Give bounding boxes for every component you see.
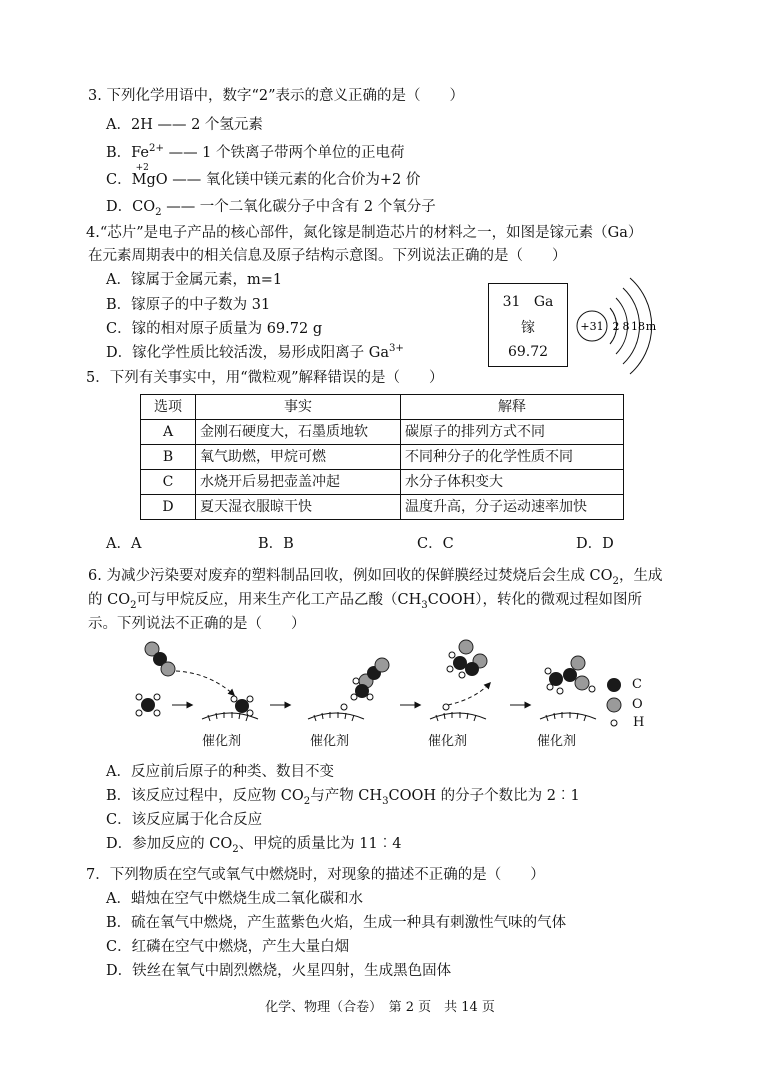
q6-option-b: B．该反应过程中，反应物 $CO_2$与产物 $CH_3COOH$ 的分子个数比为 2︰1 [106,788,580,807]
legend-oxygen-swatch [607,698,621,712]
q6-option-a: A．反应前后原子的种类、数目不变 [106,764,334,780]
q4-stem-line1: 4.“芯片”是电子产品的核心部件，氮化镓是制造芯片的材料之一，如图是镓元素（Ga） [86,225,643,241]
shell-1-electrons: 2 [612,320,620,333]
q5-choice-d: D．D [576,536,614,552]
q6-option-c: C．该反应属于化合反应 [106,812,263,828]
catalyst-label: 催化剂 [310,734,350,749]
q6-stem-line3: 示。下列说法不正确的是（ ） [88,616,306,632]
atomic-mass: 69.72 [507,344,549,360]
table-cell: 不同种分子的化学性质不同 [401,445,624,470]
page-footer: 化学、物理（合卷） 第 2 页 共 14 页 [265,1000,495,1015]
dashed-arrow [448,683,490,705]
table-cell: 夏天湿衣服晾干快 [196,495,401,520]
intermediate-molecule [341,658,389,710]
q4-option-b: B．镓原子的中子数为 31 [106,297,271,313]
shell-2-electrons: 8 [622,320,630,333]
table-row [141,420,624,445]
catalyst-label: 催化剂 [537,734,577,749]
element-symbol: Ga [533,294,554,310]
table-row [141,495,624,520]
element-name: 镓 [521,320,535,336]
q7-option-a: A．蜡烛在空气中燃烧生成二氧化碳和水 [106,891,363,907]
table-header: 解释 [401,395,624,420]
q3-option-c: C． +2 MgO —— 氧化镁中镁元素的化合价为+2 价 [106,163,421,188]
acetic-acid-molecule [545,656,595,694]
table-header: 事实 [196,395,401,420]
table-row [141,445,624,470]
q5-choice-b: B．B [258,536,294,552]
table-cell: C [141,470,196,495]
catalyst-label: 催化剂 [428,734,468,749]
q5-choice-a: A．A [106,536,142,552]
atom-structure-diagram [570,272,660,380]
q4-stem-line2: 在元素周期表中的相关信息及原子结构示意图。下列说法正确的是（ ） [88,248,567,264]
ch4-molecule [136,694,160,716]
legend-hydrogen-label: H [633,715,645,730]
table-cell: A [141,420,196,445]
table-cell: 金刚石硬度大，石墨质地软 [196,420,401,445]
table-cell: B [141,445,196,470]
valence-mark: +2 [135,163,149,173]
legend-carbon-swatch [607,678,621,692]
legend-hydrogen-swatch [611,720,617,726]
legend-carbon-label: C [632,677,642,692]
table-cell: 水烧开后易把壶盖冲起 [196,470,401,495]
q3-option-a: A．2H —— 2 个氢元素 [106,117,263,133]
q5-table [140,394,624,520]
table-cell: 水分子体积变大 [401,470,624,495]
q7-option-b: B．硫在氧气中燃烧，产生蓝紫色火焰，生成一种具有刺激性气味的气体 [106,915,567,931]
q7-option-d: D．铁丝在氧气中剧烈燃烧，火星四射，生成黑色固体 [106,963,452,979]
q7-option-c: C．红磷在空气中燃烧，产生大量白烟 [106,939,350,955]
atomic-number: 31 [502,294,521,310]
q6-stem-line2: 的 $CO_2$可与甲烷反应，用来生产化工产品乙酸$(CH_3COOH)$，转化的微观过程如图所 [88,592,643,611]
q3-option-d: D．$CO_2$ —— 一个二氧化碳分子中含有 2 个氧分子 [106,199,436,218]
table-header-row [141,395,624,420]
acetic-acid-molecule-rising [447,640,487,678]
q6-option-d: D．参加反应的 $CO_2$、甲烷的质量比为 11︰4 [106,836,402,855]
table-row [141,470,624,495]
table-header: 选项 [141,395,196,420]
q5-stem: 5．下列有关事实中，用“微粒观”解释错误的是（ ） [86,370,444,386]
table-cell: D [141,495,196,520]
legend-oxygen-label: O [632,697,643,712]
q3-option-b: B．$Fe^{2+}$ —— 1 个铁离子带两个单位的正电荷 [106,143,405,161]
q4-option-c: C．镓的相对原子质量为 69.72 g [106,321,323,337]
q4-option-d: D．镓化学性质比较活泼，易形成阳离子 $Ga^{3+}$ [106,343,404,361]
reaction-process-diagram [130,635,670,730]
q6-stem-line1: 6. 为减少污染要对废弃的塑料制品回收，例如回收的保鲜膜经过焚烧后会生成 $CO_2$，生成 [88,568,663,587]
q7-stem: 7．下列物质在空气或氧气中燃烧时，对现象的描述不正确的是（ ） [86,867,545,883]
q3-stem: 3. 下列化学用语中，数字“2”表示的意义正确的是（ ） [88,88,464,104]
periodic-table-cell [488,283,568,367]
dashed-arrow [176,671,234,695]
q4-option-a: A．镓属于金属元素，m=1 [106,272,283,288]
table-cell: 温度升高，分子运动速率加快 [401,495,624,520]
q5-choice-c: C．C [417,536,454,552]
catalyst-label: 催化剂 [202,734,242,749]
shell-3-electrons: 18 [631,320,645,333]
co2-molecule [145,642,175,676]
table-cell: 氧气助燃，甲烷可燃 [196,445,401,470]
shell-4-electrons: m [645,320,657,333]
table-cell: 碳原子的排列方式不同 [401,420,624,445]
nucleus-charge: +31 [580,320,604,333]
